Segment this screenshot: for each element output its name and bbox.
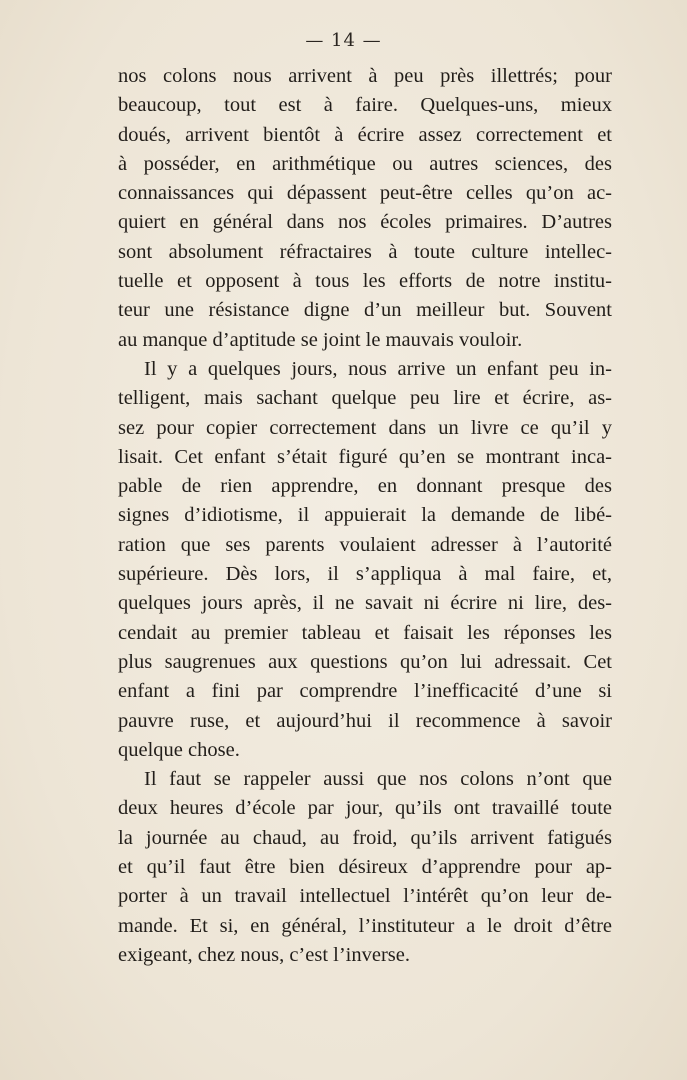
text-line: signes d’idiotisme, il appuierait la demande de libé-	[118, 504, 612, 527]
text-line: doués, arrivent bientôt à écrire assez correctement et	[118, 123, 612, 146]
text-line: Il y a quelques jours, nous arrive un enfant peu in-	[144, 357, 612, 380]
text-line: quelques jours après, il ne savait ni écrire ni lire, des-	[118, 592, 612, 615]
text-line: exigeant, chez nous, c’est l’inverse.	[118, 943, 411, 966]
text-line: deux heures d’école par jour, qu’ils ont travaillé toute	[118, 797, 612, 820]
text-line: sez pour copier correctement dans un livre ce qu’il y	[118, 416, 612, 439]
text-line: nos colons nous arrivent à peu près illettrés; pour	[118, 65, 612, 87]
text-line: teur une résistance digne d’un meilleur but. Souvent	[118, 299, 612, 322]
text-line: à posséder, en arithmétique ou autres sciences, des	[118, 152, 612, 175]
text-line: telligent, mais sachant quelque peu lire et écrire, as-	[118, 387, 612, 410]
text-line: la journée au chaud, au froid, qu’ils arrivent fatigués	[118, 826, 612, 849]
text-line: pable de rien apprendre, en donnant presque des	[118, 475, 612, 498]
paragraph-1	[118, 62, 612, 355]
text-line: sont absolument réfractaires à toute culture intellec-	[118, 240, 612, 263]
text-line: enfant a fini par comprendre l’inefficacité d’une si	[118, 680, 612, 703]
text-line: pauvre ruse, et aujourd’hui il recommence à savoir	[118, 709, 612, 732]
text-line: quelque chose.	[118, 738, 240, 761]
text-line: mande. Et si, en général, l’instituteur a le droit d’être	[118, 914, 612, 937]
page-number: — 14 —	[305, 30, 382, 51]
text-line: supérieure. Dès lors, il s’appliqua à mal faire, et,	[118, 563, 612, 586]
text-line: cendait au premier tableau et faisait les réponses les	[118, 621, 612, 644]
text-line: Il faut se rappeler aussi que nos colons n’ont que	[144, 768, 612, 791]
text-line: lisait. Cet enfant s’était figuré qu’en se montrant inca-	[118, 445, 612, 468]
body-text	[118, 62, 612, 970]
text-line: plus saugrenues aux questions qu’on lui adressait. Cet	[118, 650, 612, 673]
text-line: au manque d’aptitude se joint le mauvais vouloir.	[118, 328, 523, 351]
text-line: ration que ses parents voulaient adresser à l’autorité	[118, 533, 612, 556]
text-line: beaucoup, tout est à faire. Quelques-uns, mieux	[118, 94, 612, 117]
text-line: porter à un travail intellectuel l’intérêt qu’on leur de-	[118, 885, 612, 908]
paragraph-2	[118, 355, 612, 765]
text-line: tuelle et opposent à tous les efforts de notre institu-	[118, 270, 612, 293]
text-line: connaissances qui dépassent peut-être celles qu’on ac-	[118, 182, 612, 205]
paragraph-3	[118, 765, 612, 970]
text-line: et qu’il faut être bien désireux d’apprendre pour ap-	[118, 856, 612, 879]
text-line: quiert en général dans nos écoles primaires. D’autres	[118, 211, 612, 234]
